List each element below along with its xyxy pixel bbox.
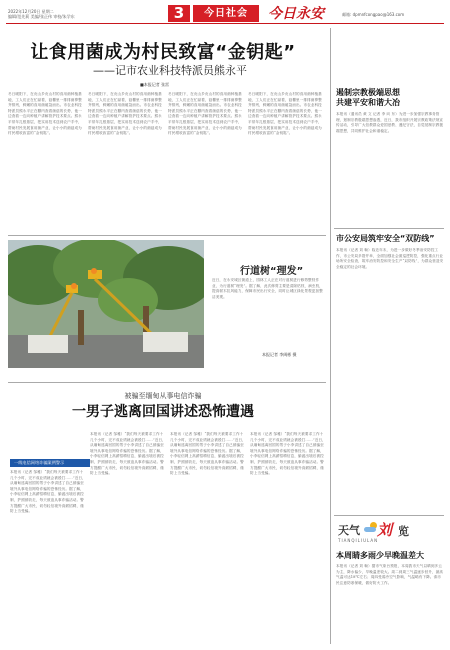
second-body-col1: 本报讯（记者 邹雅）“我们每天被要求工作十几个小时，完不成业绩就会被殴打……”近日，从缅甸逃离回国的男子小李讲述了自己被骗至境外从事电信网络诈骗的恐怖经历。据了解，小李轻信网上高薪招聘信息，偷渡出境后被控制，护照被收走，每天被迫从事诈骗活动。警方提醒广大市民，切勿轻信境外高薪招聘，谨防上当受骗。 [10, 470, 86, 514]
lead-body-col1: 冬日暖阳下，在贡山乡贡山村的食用菌种植基地，工人们正在忙碌着，菇棚里一排排菌棒整齐排列，鲜嫩的食用菌破袋而出。市农业科技特派员熊永平正在棚内查看菌菇的长势，他一边查看一边向种植户讲解管护技术要点。熊永平常年扎根基层，把实用技术送到农户手中，帮助村民发展食用菌产业，让小小的菌菇成为村民增收致富的“金钥匙”。 [8, 92, 82, 136]
section-divider-2 [8, 382, 326, 383]
second-body-col3: 本报讯（记者 邹雅）“我们每天被要求工作十几个小时，完不成业绩就会被殴打……”近日，从缅甸逃离回国的男子小李讲述了自己被骗至境外从事电信网络诈骗的恐怖经历。据了解，小李轻信网上高薪招聘信息，偷渡出境后被控制，护照被收走，每天被迫从事诈骗活动。警方提醒广大市民，切勿轻信境外高薪招聘，谨防上当受骗。 [170, 432, 246, 476]
masthead-meta [8, 9, 168, 19]
section-divider [8, 235, 326, 236]
sidebar-divider-1 [334, 228, 444, 229]
lead-byline: ■本报记者 张雷 [140, 82, 170, 87]
case-warning-banner: 一线电信网络诈骗案例警示 [10, 459, 90, 467]
lead-body-col4: 冬日暖阳下，在贡山乡贡山村的食用菌种植基地，工人们正在忙碌着，菇棚里一排排菌棒整齐排列，鲜嫩的食用菌破袋而出。市农业科技特派员熊永平正在棚内查看菌菇的长势，他一边查看一边向种植户讲解管护技术要点。熊永平常年扎根基层，把实用技术送到农户手中，帮助村民发展食用菌产业，让小小的菌菇成为村民增收致富的“金钥匙”。 [248, 92, 322, 136]
photo-story-caption: 近日，在永安城区街道上，园林工人正在对行道树进行修剪整枝作业，为行道树“理发”。据了解，此次修剪主要是清除枯枝、病虫枝，提高树木抗风能力，保障市民出行安全，同时让城区绿化景观更加整洁美观。 [212, 278, 323, 299]
weather-logo-char: 刘 [377, 521, 393, 539]
sidebar-divider [330, 28, 331, 644]
weather-logo-pinyin: TIANQILIULAN [338, 538, 379, 543]
header-rule [6, 23, 444, 24]
photo-story-title: 行道树“理发” [240, 266, 304, 277]
tree-trimming-photo [8, 240, 204, 368]
second-body-col4: 本报讯（记者 邹雅）“我们每天被要求工作十几个小时，完不成业绩就会被殴打……”近日，从缅甸逃离回国的男子小李讲述了自己被骗至境外从事电信网络诈骗的恐怖经历。据了解，小李轻信网上高薪招聘信息，偷渡出境后被控制，护照被收走，每天被迫从事诈骗活动。警方提醒广大市民，切勿轻信境外高薪招聘，谨防上当受骗。 [250, 432, 326, 476]
lead-body-col3: 冬日暖阳下，在贡山乡贡山村的食用菌种植基地，工人们正在忙碌着，菇棚里一排排菌棒整齐排列，鲜嫩的食用菌破袋而出。市农业科技特派员熊永平正在棚内查看菌菇的长势，他一边查看一边向种植户讲解管护技术要点。熊永平常年扎根基层，把实用技术送到农户手中，帮助村民发展食用菌产业，让小小的菌菇成为村民增收致富的“金钥匙”。 [168, 92, 242, 136]
editors-credit: 编辑/范先莉 美编/张正伟 审校/朱学东 [8, 14, 75, 19]
photo-story-byline: 本报记者 李闽彬 摄 [262, 352, 297, 357]
second-body-col2: 本报讯（记者 邹雅）“我们每天被要求工作十几个小时，完不成业绩就会被殴打……”近日，从缅甸逃离回国的男子小李讲述了自己被骗至境外从事电信网络诈骗的恐怖经历。据了解，小李轻信网上高薪招聘信息，偷渡出境后被控制，护照被收走，每天被迫从事诈骗活动。警方提醒广大市民，切勿轻信境外高薪招聘，谨防上当受骗。 [90, 432, 166, 476]
lead-body-col2: 冬日暖阳下，在贡山乡贡山村的食用菌种植基地，工人们正在忙碌着，菇棚里一排排菌棒整齐排列，鲜嫩的食用菌破袋而出。市农业科技特派员熊永平正在棚内查看菌菇的长势，他一边查看一边向种植户讲解管护技术要点。熊永平常年扎根基层，把实用技术送到农户手中，帮助村民发展食用菌产业，让小小的菌菇成为村民增收致富的“金钥匙”。 [88, 92, 162, 136]
sidebar-story2-title: 市公安局筑牢安全“双防线” [336, 234, 435, 243]
weather-column-logo [336, 520, 446, 546]
sidebar-story2-body: 本报讯（记者 刘 畅）临近年末，为进一步做好冬季治安防控工作，市公安局多措并举，全面加强社会面巡逻防控，强化重点行业场所安全检查，筑牢治安防控和安全生产“双防线”，为群众营造安全稳定的社会环境。 [336, 248, 444, 269]
contact-email: 邮箱: dpmnfcongpao@163.com [342, 12, 405, 17]
page-number: 3 [168, 5, 190, 22]
weather-logo-text-2: 览 [398, 525, 409, 538]
lead-headline: 让食用菌成为村民致富“金钥匙” [30, 42, 296, 63]
sidebar-story3-title: 本周睛多雨少早晚温差大 [336, 551, 424, 560]
weather-logo-text: 天气 [338, 524, 360, 537]
sidebar-divider-2 [334, 515, 444, 516]
second-story-kicker: 被骗至缅甸从事电信诈骗 [124, 392, 202, 400]
newspaper-logo: 今日永安 [268, 6, 324, 22]
sidebar-story1-body: 本报讯（通讯员 黄 文 记者 李 向 东）为进一步加强宗教事务管理，遏制宗教极端思想渗透，近日，我市组织开展宗教政策法规宣传活动，引导广大信教群众爱国爱教、遵纪守法，自觉抵制宗教极端思想，共同维护社会和谐稳定。 [336, 112, 444, 133]
sidebar-story1-title: 遏制宗教极端思想 共建平安和谐大冶 [336, 88, 400, 107]
issue-date: 2022年12月20日 星期二 [8, 9, 54, 14]
sidebar-story3-body: 本报讯（记者 刘 畅）据市气象台预报，本周我市天气以晴到多云为主，降水偏少，早晚温差较大。周二到周三气温逐步回升，最高气温可达18℃左右；周四受弱冷空气影响，气温略有下降。请市民注意防寒保暖，做好防火工作。 [336, 564, 444, 585]
cloud-icon [364, 527, 376, 532]
section-title: 今日社会 [193, 5, 259, 22]
second-story-headline: 一男子逃离回国讲述恐怖遭遇 [72, 404, 254, 420]
masthead [0, 0, 450, 22]
lead-subheadline: ——记市农业科技特派员熊永平 [93, 64, 247, 77]
